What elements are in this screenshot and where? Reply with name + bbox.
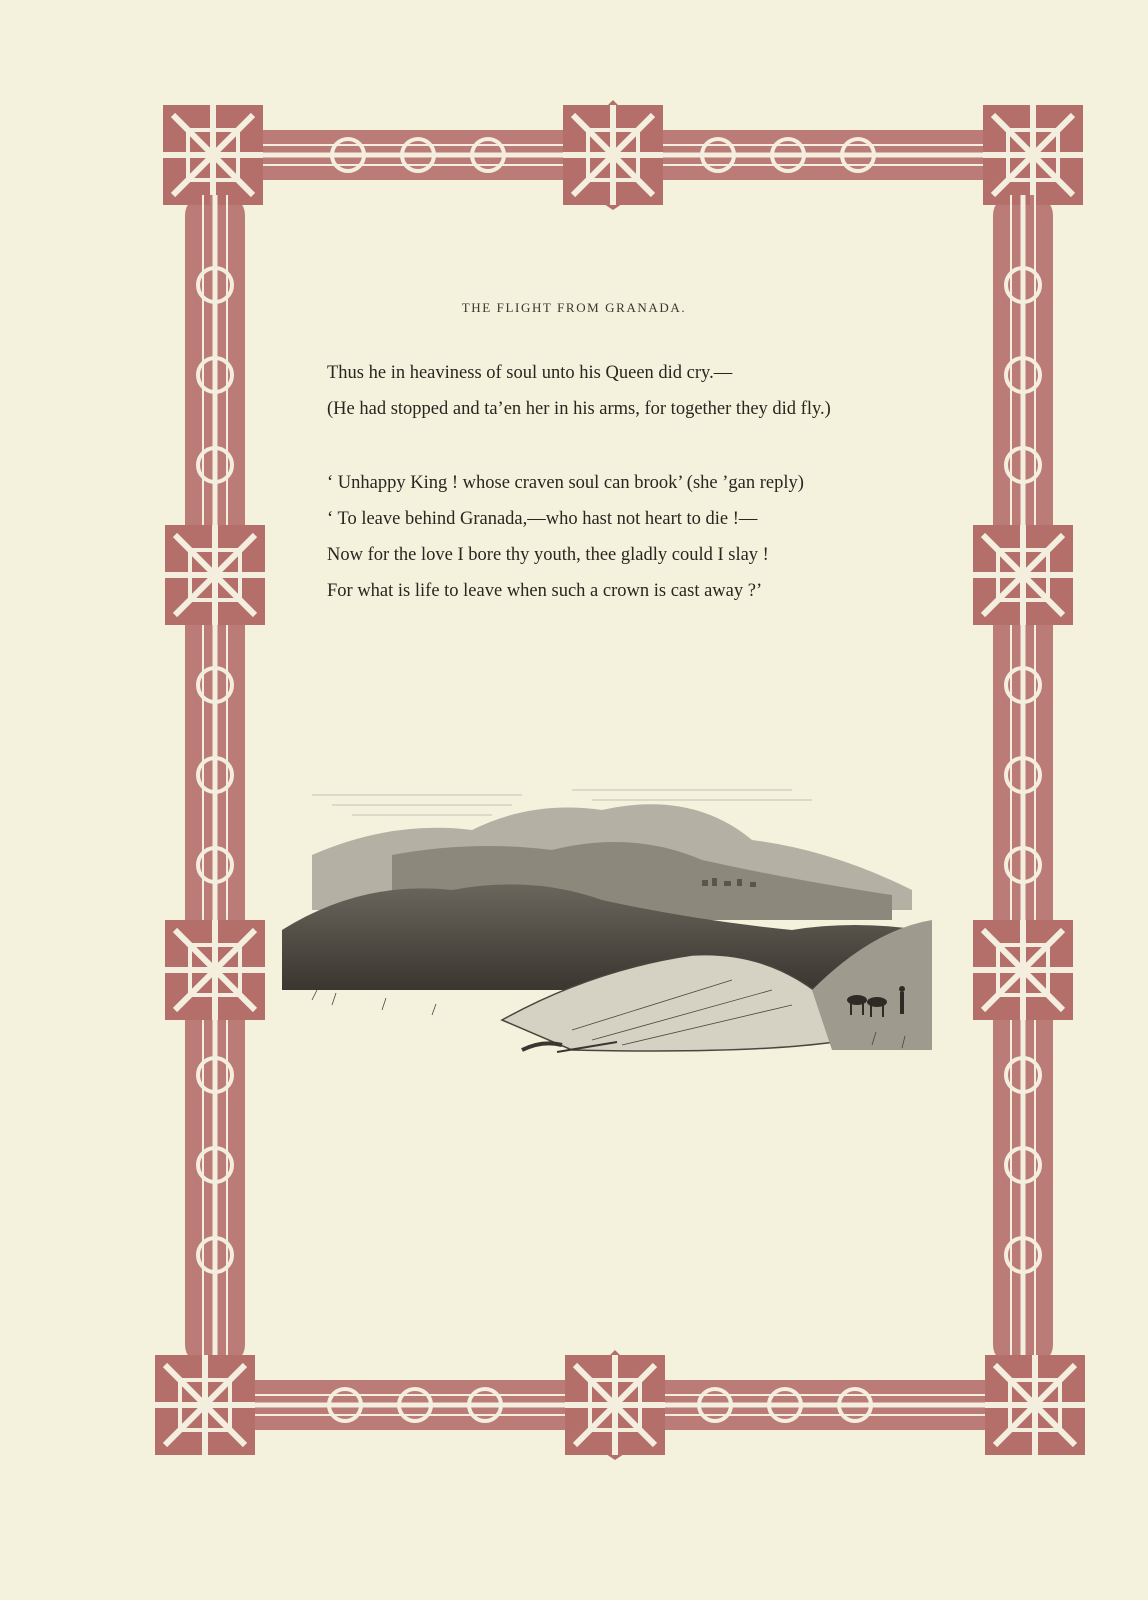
- knot-top-left: [163, 105, 263, 205]
- knot-right-upper: [973, 525, 1073, 625]
- verse-line: For what is life to leave when such a crown is cast away ?’: [327, 581, 763, 601]
- stanza-1: [327, 360, 967, 432]
- verse-line: ‘ To leave behind Granada,—who hast not heart to die !—: [327, 509, 758, 529]
- verse-line: (He had stopped and ta’en her in his arms, for together they did fly.): [327, 399, 831, 419]
- verse-line: Now for the love I bore thy youth, thee gladly could I slay !: [327, 545, 769, 565]
- knot-bottom-left: [155, 1355, 255, 1455]
- ornamental-border-left: [160, 195, 270, 1365]
- knot-left-lower: [165, 920, 265, 1020]
- knot-bottom-right: [985, 1355, 1085, 1455]
- knot-left-upper: [165, 525, 265, 625]
- knot-bottom-center: [565, 1355, 665, 1455]
- ornamental-border-bottom: [150, 1350, 1090, 1460]
- knot-right-lower: [973, 920, 1073, 1020]
- ornamental-border-right: [968, 195, 1078, 1365]
- verse-line: Thus he in heaviness of soul unto his Queen did cry.—: [327, 363, 733, 383]
- knot-top-center: [563, 105, 663, 205]
- running-title: THE FLIGHT FROM GRANADA.: [461, 300, 687, 315]
- verse-line: ‘ Unhappy King ! whose craven soul can brook’ (she ’gan reply): [327, 473, 804, 493]
- landscape-engraving: [272, 760, 962, 1080]
- knot-top-right: [983, 105, 1083, 205]
- stanza-2: [327, 470, 967, 614]
- ornamental-border-top: [158, 100, 1088, 210]
